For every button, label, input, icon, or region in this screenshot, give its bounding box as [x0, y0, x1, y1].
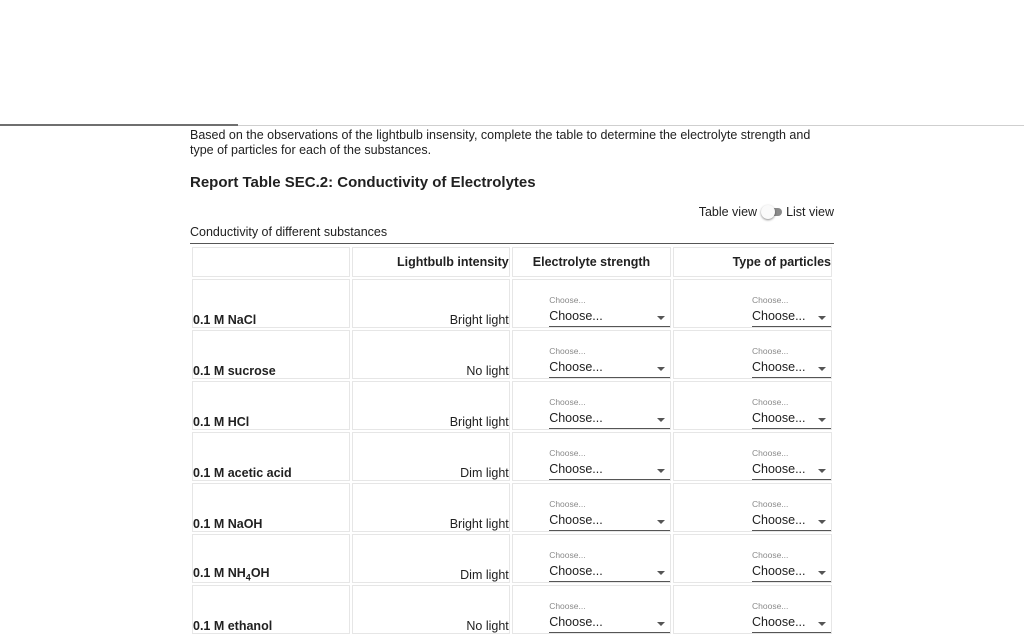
lightbulb-value: Dim light [352, 534, 509, 583]
header-electrolyte-strength: Electrolyte strength [512, 247, 671, 277]
particle-type-select[interactable] [752, 295, 831, 327]
list-view-label[interactable]: List view [786, 205, 834, 219]
select-value: Choose... [549, 359, 670, 378]
select-value: Choose... [549, 614, 670, 633]
substance-subscript: 4 [245, 572, 251, 582]
particle-type-select[interactable] [752, 397, 831, 429]
caret-down-icon [818, 469, 826, 473]
select-value: Choose... [752, 512, 831, 531]
view-toggle [699, 205, 834, 219]
type-cell [673, 585, 832, 634]
substance-label [192, 534, 350, 583]
caret-down-icon [818, 316, 826, 320]
caret-down-icon [818, 418, 826, 422]
select-hint: Choose... [549, 601, 586, 611]
select-hint: Choose... [549, 448, 586, 458]
select-hint: Choose... [549, 295, 586, 305]
table-row [192, 534, 832, 583]
select-value: Choose... [752, 563, 831, 582]
instructions-text: Based on the observations of the lightbulb insensity, complete the table to determine the electrolyte strength and type of particles for each of the substances. [190, 128, 811, 157]
toggle-knob [761, 205, 775, 219]
select-value: Choose... [752, 614, 831, 633]
select-hint: Choose... [549, 397, 586, 407]
electrolyte-strength-select[interactable] [549, 550, 670, 582]
substance-label: 0.1 M NaOH [192, 483, 350, 532]
report-title: Report Table SEC.2: Conductivity of Electrolytes [190, 174, 536, 191]
type-cell [673, 483, 832, 532]
header-substance [192, 247, 350, 277]
header-lightbulb-intensity: Lightbulb intensity [352, 247, 509, 277]
table-row [192, 483, 832, 532]
strength-cell [512, 534, 671, 583]
strength-cell [512, 432, 671, 481]
type-cell [673, 381, 832, 430]
select-hint: Choose... [752, 397, 789, 407]
lightbulb-value: Dim light [352, 432, 509, 481]
table-caption: Conductivity of different substances [190, 225, 388, 239]
table-row [192, 432, 832, 481]
question-content [190, 127, 834, 633]
substance-label: 0.1 M sucrose [192, 330, 350, 379]
strength-cell [512, 279, 671, 328]
substance-label-suffix: OH [250, 565, 270, 580]
select-hint: Choose... [752, 346, 789, 356]
select-value: Choose... [549, 410, 670, 429]
caret-down-icon [657, 622, 665, 626]
select-hint: Choose... [549, 499, 586, 509]
select-hint: Choose... [752, 448, 789, 458]
lightbulb-value: Bright light [352, 483, 509, 532]
select-value: Choose... [549, 512, 670, 531]
select-hint: Choose... [752, 295, 789, 305]
header-type-of-particles: Type of particles [673, 247, 832, 277]
particle-type-select[interactable] [752, 550, 831, 582]
electrolyte-strength-select[interactable] [549, 499, 670, 531]
substance-label: 0.1 M ethanol [192, 585, 350, 634]
lightbulb-value: No light [352, 330, 509, 379]
table-row [192, 585, 832, 634]
substance-label: 0.1 M acetic acid [192, 432, 350, 481]
substance-label-prefix: 0.1 M NH [193, 565, 246, 580]
select-hint: Choose... [752, 550, 789, 560]
lightbulb-value: No light [352, 585, 509, 634]
substance-label: 0.1 M NaCl [192, 279, 350, 328]
particle-type-select[interactable] [752, 346, 831, 378]
strength-cell [512, 330, 671, 379]
table-row [192, 330, 832, 379]
caret-down-icon [818, 520, 826, 524]
select-value: Choose... [549, 308, 670, 327]
type-cell [673, 330, 832, 379]
electrolyte-strength-select[interactable] [549, 346, 670, 378]
type-cell [673, 534, 832, 583]
select-hint: Choose... [549, 550, 586, 560]
select-value: Choose... [752, 359, 831, 378]
blank-header-area [0, 0, 1024, 125]
select-value: Choose... [549, 461, 670, 480]
table-row [192, 381, 832, 430]
particle-type-select[interactable] [752, 601, 831, 633]
caption-divider [190, 243, 834, 244]
substance-label: 0.1 M HCl [192, 381, 350, 430]
caret-down-icon [818, 571, 826, 575]
table-view-label[interactable]: Table view [698, 205, 758, 219]
particle-type-select[interactable] [752, 499, 831, 531]
electrolyte-strength-select[interactable] [549, 601, 670, 633]
select-value: Choose... [752, 410, 831, 429]
select-hint: Choose... [549, 346, 586, 356]
particle-type-select[interactable] [752, 448, 831, 480]
progress-indicator [0, 124, 238, 126]
conductivity-table [190, 245, 834, 636]
lightbulb-value: Bright light [352, 279, 509, 328]
toggle-switch-icon[interactable] [761, 206, 783, 218]
type-cell [673, 279, 832, 328]
caret-down-icon [818, 367, 826, 371]
caret-down-icon [657, 316, 665, 320]
electrolyte-strength-select[interactable] [549, 397, 670, 429]
table-row [192, 279, 832, 328]
select-hint: Choose... [752, 499, 789, 509]
lightbulb-value: Bright light [352, 381, 509, 430]
caret-down-icon [657, 520, 665, 524]
type-cell [673, 432, 832, 481]
select-hint: Choose... [752, 601, 789, 611]
select-value: Choose... [549, 563, 670, 582]
electrolyte-strength-select[interactable] [549, 295, 670, 327]
select-value: Choose... [752, 461, 831, 480]
caret-down-icon [657, 367, 665, 371]
strength-cell [512, 483, 671, 532]
strength-cell [512, 585, 671, 634]
electrolyte-strength-select[interactable] [549, 448, 670, 480]
caret-down-icon [657, 571, 665, 575]
select-value: Choose... [752, 308, 831, 327]
caret-down-icon [818, 622, 826, 626]
caret-down-icon [657, 469, 665, 473]
table-header-row [192, 247, 832, 277]
strength-cell [512, 381, 671, 430]
caret-down-icon [657, 418, 665, 422]
